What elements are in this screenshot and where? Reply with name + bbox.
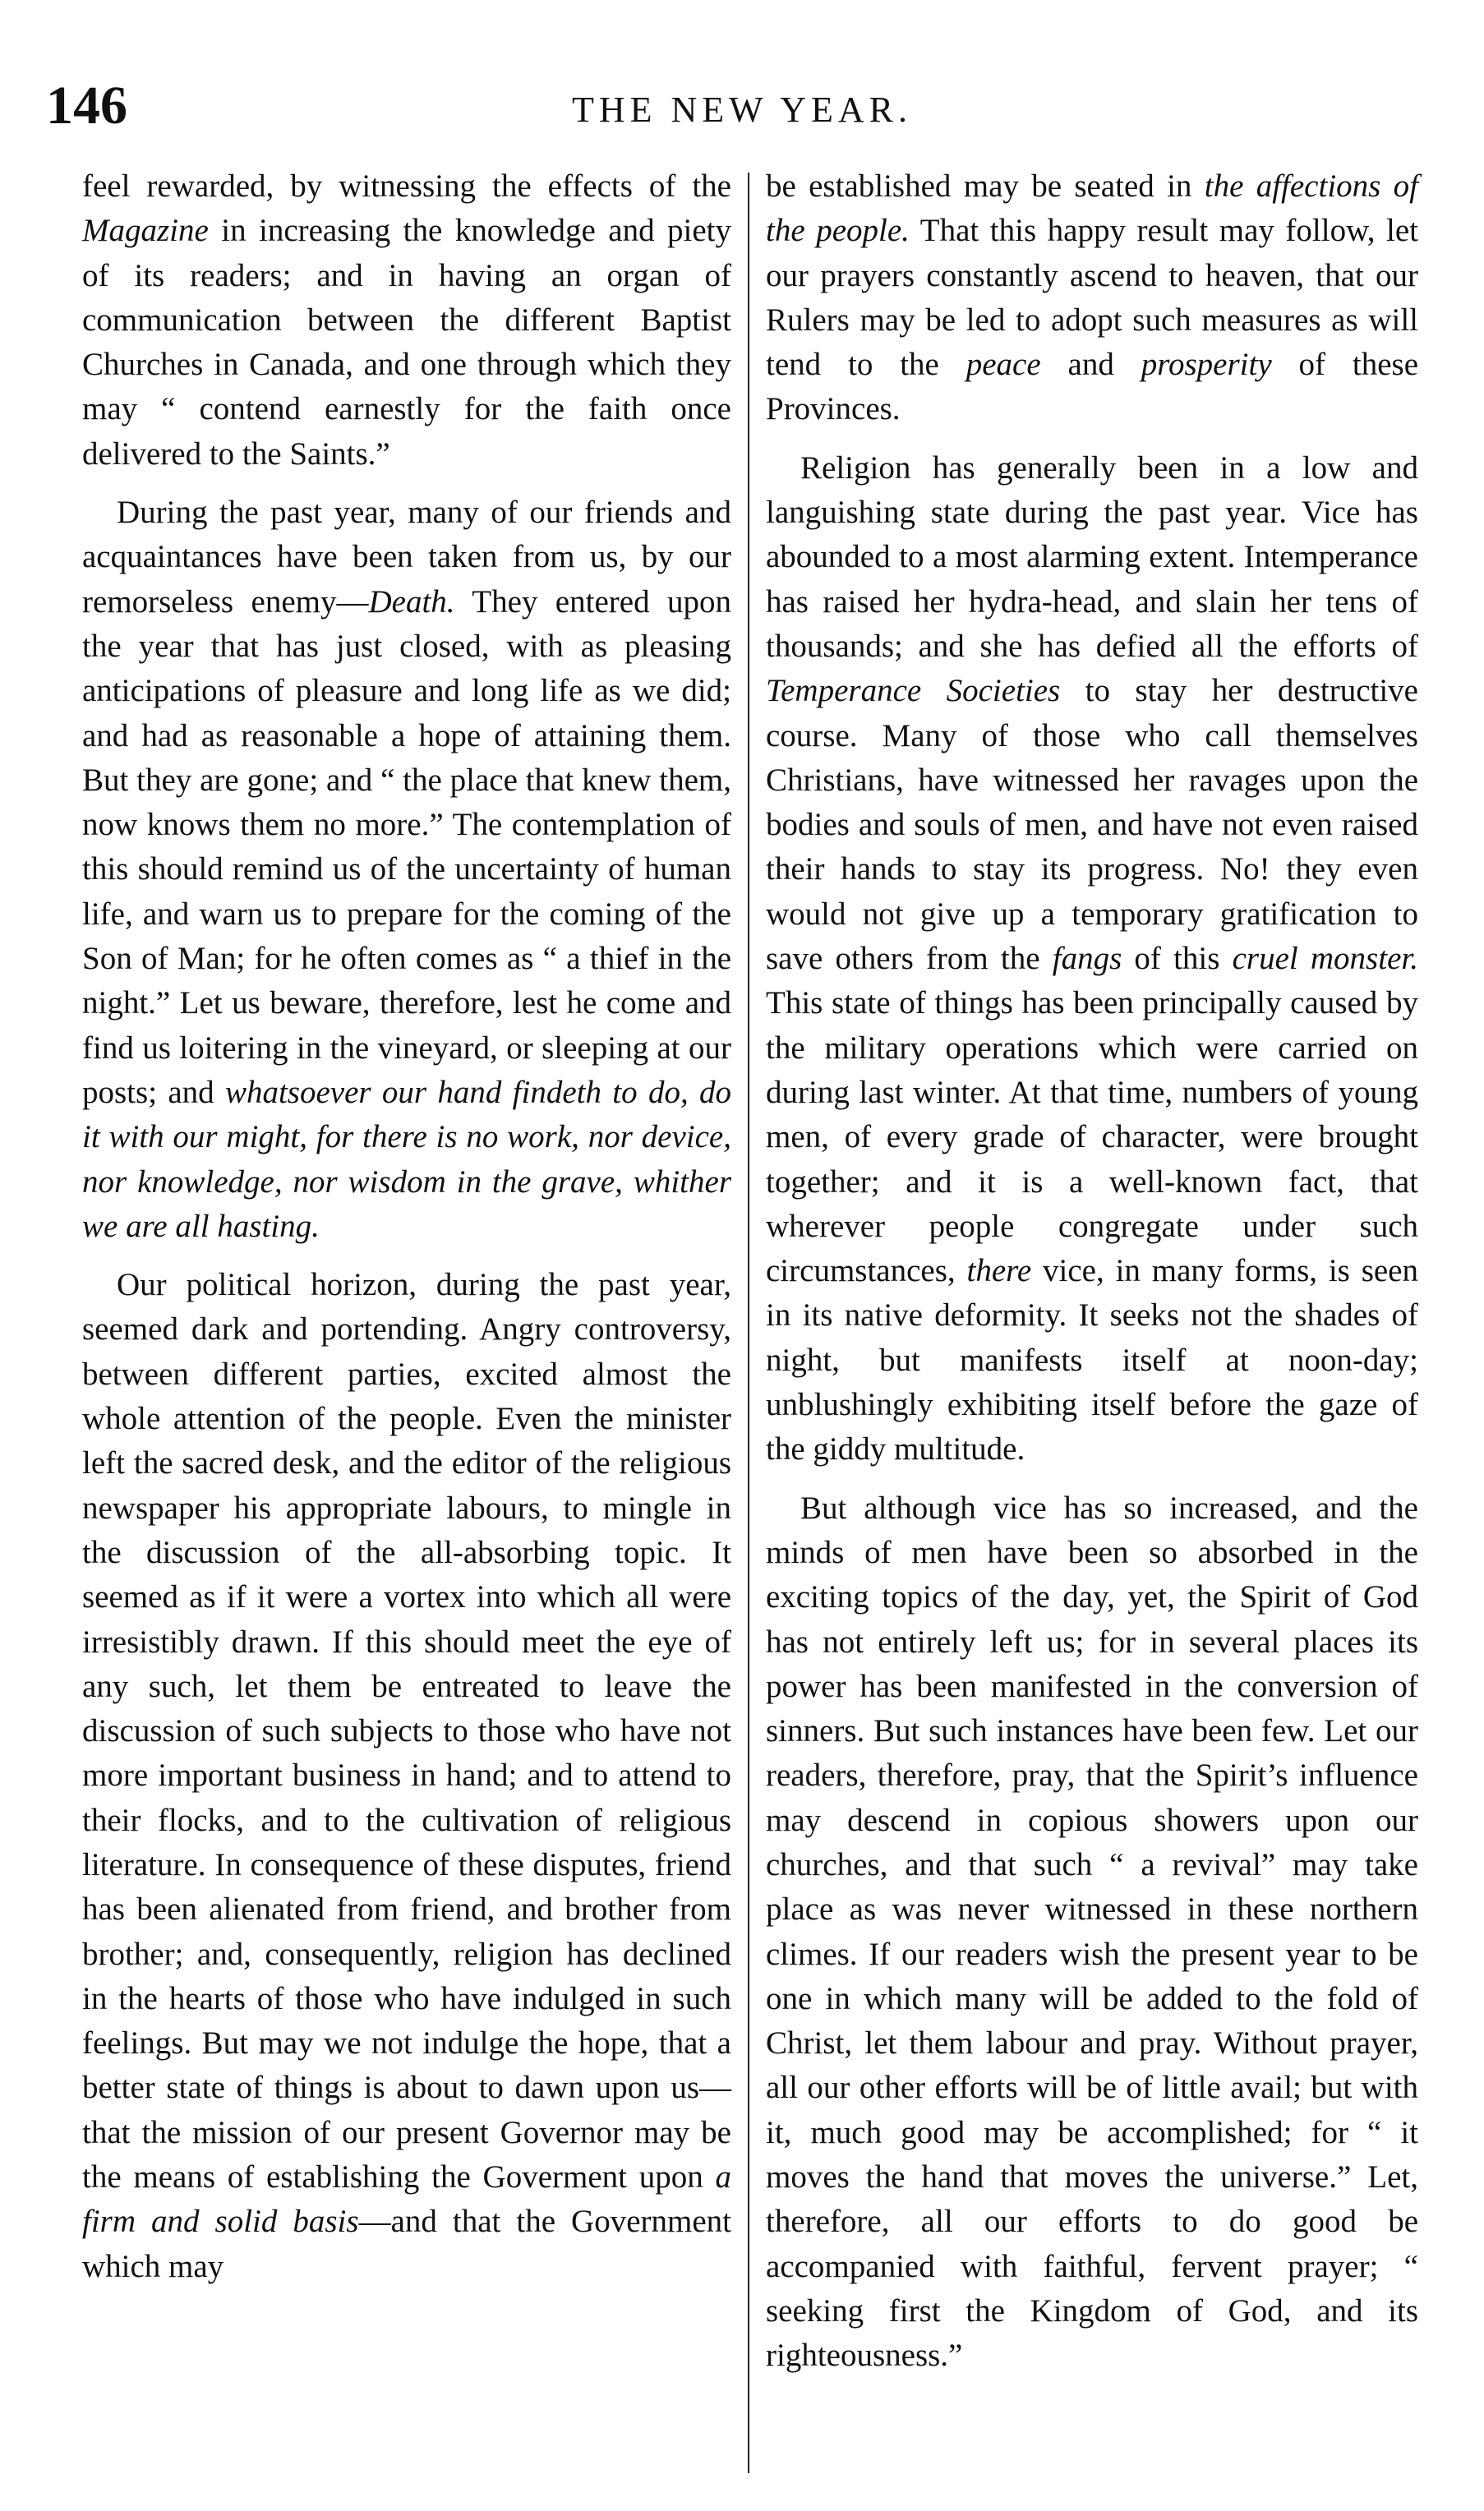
paragraph-death xyxy=(82,491,731,1249)
text-run: vice, in many forms, is seen in its native deformity. It seeks not the shades of night, but manifests itself at noon-day; unblushingly exhibiting itself before the gaze of the giddy multitude. xyxy=(766,1253,1418,1467)
paragraph-magazine-reward xyxy=(82,164,731,477)
italic-run: cruel monster. xyxy=(1232,941,1418,977)
right-column xyxy=(766,164,1418,2486)
text-run: That this happy result may follow, let our prayers constantly ascend to heaven, that our Rulers may be led to adopt such measures as will tend to the xyxy=(766,213,1418,383)
running-title: THE NEW YEAR. xyxy=(571,90,913,130)
text-run: This state of things has been principally caused by the military operations which were carried on during last winter. At that time, numbers of young men, of every grade of character, were brought together; and it is a well-known fact, that wherever people congregate under such circumstances, xyxy=(766,985,1418,1289)
text-run: —and that the Government which may xyxy=(82,2204,731,2284)
paragraph-spirit-of-god xyxy=(766,1486,1418,2379)
text-run: and xyxy=(1040,347,1141,383)
italic-run: a firm and solid basis xyxy=(82,2159,731,2240)
italic-run: Death. xyxy=(368,583,455,620)
text-run: of these Provinces. xyxy=(766,347,1419,427)
left-column xyxy=(82,164,731,2486)
text-run: But although vice has so increased, and the minds of men have been so absorbed in the exciting topics of the day, yet, the Spirit of God has not entirely left us; for in several places its power has been manifested in the conversion of sinners. But such instances have been few. Let our readers, therefore, pray, that the Spirit’s influence may descend in copious showers upon our churches, and that such “ a revival” may take place as was never witnessed in these northern climes. If our readers wish the present year to be one in which many will be added to the fold of Christ, let them labour and pray. Without prayer, all our other efforts will be of little avail; but with it, much good may be accomplished; for “ it moves the hand that moves the universe.” Let, therefore, all our efforts to do good be accompanied with faithful, fervent prayer; “ seeking first the Kingdom of God, and its righteousness.” xyxy=(766,1490,1418,2374)
italic-run: the affections of the people. xyxy=(766,168,1418,249)
italic-run: fangs xyxy=(1052,941,1122,977)
column-divider xyxy=(748,173,749,2473)
text-run: Religion has generally been in a low and languishing state during the past year. Vice has abounded to a most alarming extent. Intemperance has raised her hydra-head, and slain her tens of thousands; and she has defied all the efforts of xyxy=(766,449,1418,664)
italic-run: peace xyxy=(966,347,1041,383)
text-run: in increasing the knowledge and piety of its readers; and in having an organ of communication between the different Baptist Churches in Canada, and one through which they may “ contend earnestly for the faith once delivered to the Saints.” xyxy=(82,213,731,472)
italic-run: Magazine xyxy=(82,213,209,249)
page-number: 146 xyxy=(46,76,127,136)
text-run: of this xyxy=(1122,941,1233,977)
text-run: Our political horizon, during the past year, seemed dark and portending. Angry controversy, between different parties, excited almost the whole attention of the people. Even the minister left the sacred desk, and the editor of the religious newspaper his appropriate labours, to mingle in the discussion of the all-absorbing topic. It seemed as if it were a vortex into which all were irresistibly drawn. If this should meet the eye of any such, let them be entreated to leave the discussion of such subjects to those who have not more important business in hand; and to attend to their flocks, and to the cultivation of religious literature. In consequence of these disputes, friend has been alienated from friend, and brother from brother; and, consequently, religion has declined in the hearts of those who have indulged in such feelings. But may we not indulge the hope, that a better state of things is about to dawn upon us—that the mission of our present Governor may be the means of establishing the Goverment upon xyxy=(82,1267,731,2195)
italic-run: whatsoever our hand findeth to do, do it with our might, for there is no work, nor device, nor knowledge, nor wisdom in the grave, whither we are all hasting. xyxy=(82,1074,731,1244)
text-run: be established may be seated in xyxy=(766,168,1205,204)
paragraph-political-horizon xyxy=(82,1263,731,2289)
italic-run: there xyxy=(966,1253,1032,1289)
italic-run: Temperance Societies xyxy=(766,673,1061,709)
paragraph-religion-state xyxy=(766,446,1418,1472)
paragraph-affections xyxy=(766,164,1418,432)
text-run: feel rewarded, by witnessing the effects of the xyxy=(82,168,731,204)
text-run: During the past year, many of our friends and acquaintances have been taken from us, by our remorseless enemy— xyxy=(82,495,731,620)
text-run: They entered upon the year that has just closed, with as pleasing anticipations of pleasure and long life as we did; and had as reasonable a hope of attaining them. But they are gone; and “ the place that knew them, now knows them no more.” The contemplation of this should remind us of the uncertainty of human life, and warn us to prepare for the coming of the Son of Man; for he often comes as “ a thief in the night.” Let us beware, therefore, lest he come and find us loitering in the vineyard, or sleeping at our posts; and xyxy=(82,583,731,1110)
italic-run: prosperity xyxy=(1141,347,1272,383)
text-run: to stay her destructive course. Many of those who call themselves Christians, have witnessed her ravages upon the bodies and souls of men, and have not even raised their hands to stay its progress. No! they even would not give up a temporary gratification to save others from the xyxy=(766,673,1418,977)
